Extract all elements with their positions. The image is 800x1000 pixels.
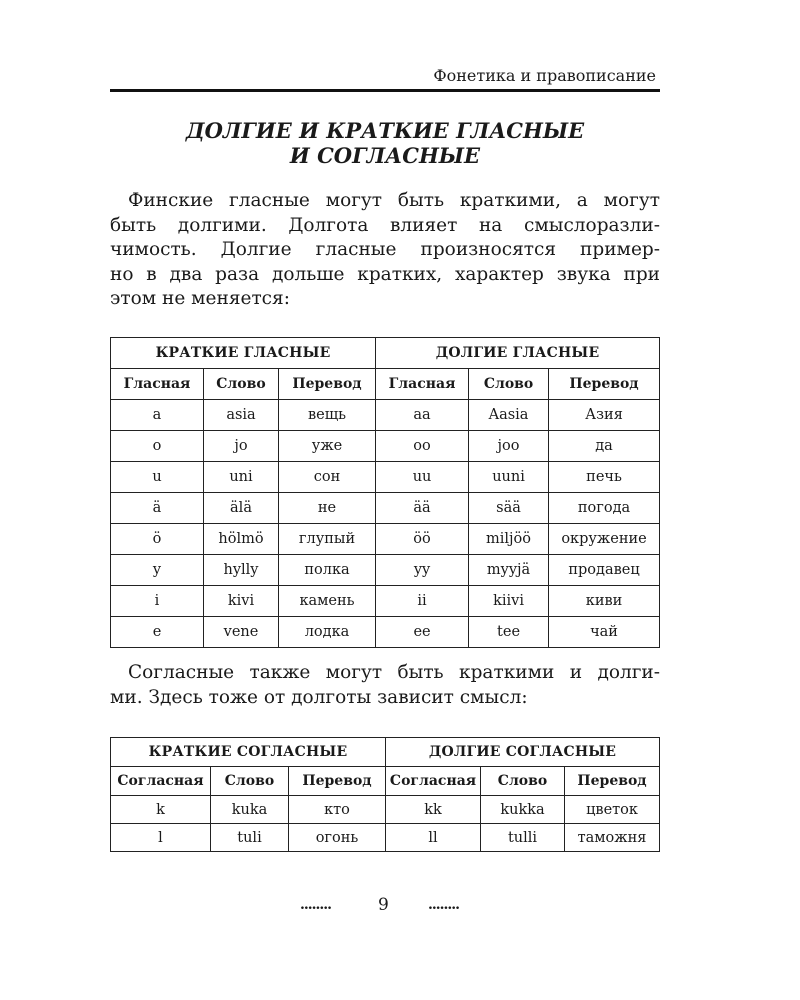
table-cell: глупый: [279, 524, 376, 555]
table-cell: a: [111, 400, 204, 431]
table-cell: aa: [376, 400, 469, 431]
table-cell: u: [111, 462, 204, 493]
table-cell: kivi: [204, 586, 279, 617]
column-header: Перевод: [289, 767, 386, 796]
table-cell: kukka: [481, 796, 565, 824]
consonants-table: [110, 737, 660, 852]
table-row: [111, 431, 660, 462]
footer-dots-right: ........: [428, 897, 459, 913]
table-cell: печь: [549, 462, 660, 493]
book-page: [110, 0, 660, 1000]
table-cell: да: [549, 431, 660, 462]
column-header: Перевод: [565, 767, 660, 796]
paragraph-line: быть долгими. Долгота влияет на смыслоразли-: [110, 214, 660, 236]
column-header: Согласная: [386, 767, 481, 796]
table-cell: ii: [376, 586, 469, 617]
table-cell: лодка: [279, 617, 376, 648]
table-cell: jo: [204, 431, 279, 462]
section-title-line-1: ДОЛГИЕ И КРАТКИЕ ГЛАСНЫЕ: [185, 118, 585, 143]
table-cell: чай: [549, 617, 660, 648]
table-cell: сон: [279, 462, 376, 493]
paragraph-line: ми. Здесь тоже от долготы зависит смысл:: [110, 686, 528, 708]
table-cell: уже: [279, 431, 376, 462]
column-header: Слово: [481, 767, 565, 796]
section-title: [110, 118, 660, 168]
paragraph-line: чимость. Долгие гласные произносятся пример-: [110, 239, 660, 260]
table-cell: i: [111, 586, 204, 617]
table-cell: uuni: [469, 462, 549, 493]
table-cell: o: [111, 431, 204, 462]
paragraph-line: Финские гласные могут быть краткими, а могут: [128, 190, 660, 211]
paragraph-line: но в два раза дольше кратких, характер звука при: [110, 263, 660, 285]
table-row: [111, 524, 660, 555]
table-cell: кто: [289, 796, 386, 824]
table-cell: цветок: [565, 796, 660, 824]
column-header: Слово: [211, 767, 289, 796]
table-cell: ll: [386, 824, 481, 852]
table-cell: kiivi: [469, 586, 549, 617]
table-cell: Aasia: [469, 400, 549, 431]
table-cell: hylly: [204, 555, 279, 586]
table-row: [111, 586, 660, 617]
table-cell: Азия: [549, 400, 660, 431]
table-cell: uni: [204, 462, 279, 493]
table-row: [111, 555, 660, 586]
table-cell: sää: [469, 493, 549, 524]
table-cell: tulli: [481, 824, 565, 852]
table-cell: y: [111, 555, 204, 586]
table-cell: asia: [204, 400, 279, 431]
table-cell: myyjä: [469, 555, 549, 586]
table-cell: miljöö: [469, 524, 549, 555]
table-cell: огонь: [289, 824, 386, 852]
table-cell: ö: [111, 524, 204, 555]
table-cell: камень: [279, 586, 376, 617]
table-cell: kuka: [211, 796, 289, 824]
short-consonants-group-header: КРАТКИЕ СОГЛАСНЫЕ: [111, 738, 386, 767]
intro-paragraph: [110, 189, 660, 312]
table-row: [111, 617, 660, 648]
page-number: 9: [378, 895, 389, 915]
consonants-paragraph: [110, 661, 660, 710]
column-header: Перевод: [549, 369, 660, 400]
column-header: Слово: [204, 369, 279, 400]
table-row: [111, 493, 660, 524]
table-cell: ee: [376, 617, 469, 648]
table-row: [111, 824, 660, 852]
table-cell: полка: [279, 555, 376, 586]
column-header: Гласная: [111, 369, 204, 400]
column-header: Согласная: [111, 767, 211, 796]
table-cell: продавец: [549, 555, 660, 586]
table-cell: погода: [549, 493, 660, 524]
table-cell: l: [111, 824, 211, 852]
paragraph-line: Согласные также могут быть краткими и долги-: [128, 662, 660, 683]
paragraph-line: этом не меняется:: [110, 288, 290, 309]
table-cell: älä: [204, 493, 279, 524]
table-cell: kk: [386, 796, 481, 824]
long-consonants-group-header: ДОЛГИЕ СОГЛАСНЫЕ: [386, 738, 660, 767]
table-cell: tuli: [211, 824, 289, 852]
table-cell: таможня: [565, 824, 660, 852]
table-cell: ää: [376, 493, 469, 524]
long-vowels-group-header: ДОЛГИЕ ГЛАСНЫЕ: [376, 338, 660, 369]
footer-dots-left: ........: [300, 897, 331, 913]
table-cell: не: [279, 493, 376, 524]
table-cell: uu: [376, 462, 469, 493]
table-cell: hölmö: [204, 524, 279, 555]
table-cell: k: [111, 796, 211, 824]
page-footer: [110, 895, 660, 919]
section-title-line-2: И СОГЛАСНЫЕ: [289, 143, 481, 168]
column-header: Перевод: [279, 369, 376, 400]
table-cell: vene: [204, 617, 279, 648]
table-cell: öö: [376, 524, 469, 555]
column-header: Гласная: [376, 369, 469, 400]
table-cell: ä: [111, 493, 204, 524]
table-cell: joo: [469, 431, 549, 462]
table-cell: oo: [376, 431, 469, 462]
vowels-table: [110, 337, 660, 648]
table-cell: tee: [469, 617, 549, 648]
table-cell: вещь: [279, 400, 376, 431]
table-cell: киви: [549, 586, 660, 617]
table-row: [111, 462, 660, 493]
short-vowels-group-header: КРАТКИЕ ГЛАСНЫЕ: [111, 338, 376, 369]
running-head: Фонетика и правописание: [433, 66, 656, 85]
table-row: [111, 796, 660, 824]
table-row: [111, 400, 660, 431]
header-rule: [110, 89, 660, 92]
table-cell: yy: [376, 555, 469, 586]
column-header: Слово: [469, 369, 549, 400]
table-cell: окружение: [549, 524, 660, 555]
table-cell: e: [111, 617, 204, 648]
